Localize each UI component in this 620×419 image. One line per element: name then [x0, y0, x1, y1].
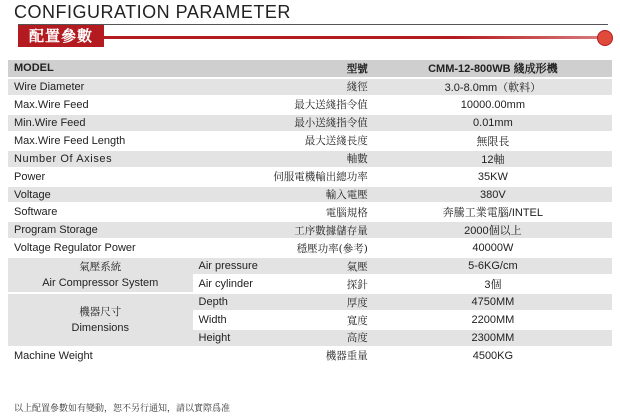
- table-row: [8, 96, 612, 114]
- row-value: 無限長: [374, 132, 612, 150]
- row-value: 40000W: [374, 239, 612, 257]
- row-label-cn: 最小送綫指令值: [264, 114, 374, 132]
- dim-group-en: Dimensions: [71, 322, 129, 335]
- row-label-en: Power: [8, 168, 264, 186]
- row-label-cn: 寬度: [264, 311, 374, 329]
- table-row: [8, 150, 612, 168]
- table-row: [8, 257, 612, 275]
- table-row: [8, 221, 612, 239]
- row-label-en: Voltage Regulator Power: [8, 239, 264, 257]
- row-value: 0.01mm: [374, 114, 612, 132]
- row-value: 2000個以上: [374, 221, 612, 239]
- table-row: [8, 239, 612, 257]
- row-label-cn: 工序數據儲存量: [264, 221, 374, 239]
- row-label-cn: 最大送綫指令值: [264, 96, 374, 114]
- row-label-en: Max.Wire Feed: [8, 96, 264, 114]
- row-label-cn: 最大送綫長度: [264, 132, 374, 150]
- header-model-label: MODEL: [8, 60, 264, 78]
- table-row: [8, 186, 612, 204]
- row-label-en: Max.Wire Feed Length: [8, 132, 264, 150]
- footer-disclaimer: 以上配置參數如有變動，恕不另行通知，請以實際爲准: [14, 404, 231, 414]
- row-label-en: Number Of Axises: [8, 150, 264, 168]
- table-row: [8, 293, 612, 311]
- row-value: 2200MM: [374, 311, 612, 329]
- row-value: 3個: [374, 275, 612, 293]
- row-label-en: Voltage: [8, 186, 264, 204]
- dim-group-cn: 機器尺寸: [79, 306, 122, 319]
- row-label-cn: 高度: [264, 329, 374, 347]
- row-label-cn: 穩壓功率(參考): [264, 239, 374, 257]
- table-row: [8, 78, 612, 96]
- row-value: 奔騰工業電腦/INTEL: [374, 203, 612, 221]
- row-label-cn: 探針: [264, 275, 374, 293]
- row-label-en: Width: [193, 311, 264, 329]
- table-row: [8, 114, 612, 132]
- row-label-en: Height: [193, 329, 264, 347]
- row-label-en: Wire Diameter: [8, 78, 264, 96]
- row-label-en: Machine Weight: [8, 347, 264, 365]
- row-value: 12軸: [374, 150, 612, 168]
- table-header-row: [8, 60, 612, 78]
- header-model-cn: 型號: [264, 60, 374, 78]
- row-value: 380V: [374, 186, 612, 204]
- row-label-cn: 軸數: [264, 150, 374, 168]
- header-model-value: CMM-12-800WB 綫成形機: [374, 60, 612, 78]
- row-label-en: Software: [8, 203, 264, 221]
- row-label-cn: 輸入電壓: [264, 186, 374, 204]
- table-row: [8, 347, 612, 365]
- section-badge: 配置參數: [18, 25, 104, 47]
- air-group-cn: 氣壓系統: [79, 261, 122, 274]
- table-row: [8, 132, 612, 150]
- row-value: 4750MM: [374, 293, 612, 311]
- red-dot-ornament: [597, 30, 613, 46]
- row-label-cn: 厚度: [264, 293, 374, 311]
- table-row: [8, 203, 612, 221]
- row-label-cn: 綫徑: [264, 78, 374, 96]
- row-label-en: Air cylinder: [193, 275, 264, 293]
- row-value: 3.0-8.0mm（軟料）: [374, 78, 612, 96]
- spec-table: [8, 60, 612, 366]
- red-accent-line: [104, 36, 604, 39]
- row-label-en: Min.Wire Feed: [8, 114, 264, 132]
- row-value: 35KW: [374, 168, 612, 186]
- row-label-cn: 電腦規格: [264, 203, 374, 221]
- row-label-en: Depth: [193, 293, 264, 311]
- air-group-label: [8, 257, 193, 293]
- row-label-en: Program Storage: [8, 221, 264, 239]
- title-divider: [18, 24, 608, 25]
- row-value: 2300MM: [374, 329, 612, 347]
- row-label-en: Air pressure: [193, 257, 264, 275]
- row-label-cn: 伺服電機輸出總功率: [264, 168, 374, 186]
- row-label-cn: 機器重量: [264, 347, 374, 365]
- page-title: CONFIGURATION PARAMETER: [14, 2, 291, 22]
- dim-group-label: [8, 293, 193, 347]
- air-group-en: Air Compressor System: [42, 277, 159, 290]
- table-row: [8, 168, 612, 186]
- row-value: 10000.00mm: [374, 96, 612, 114]
- row-label-cn: 氣壓: [264, 257, 374, 275]
- row-value: 5-6KG/cm: [374, 257, 612, 275]
- row-value: 4500KG: [374, 347, 612, 365]
